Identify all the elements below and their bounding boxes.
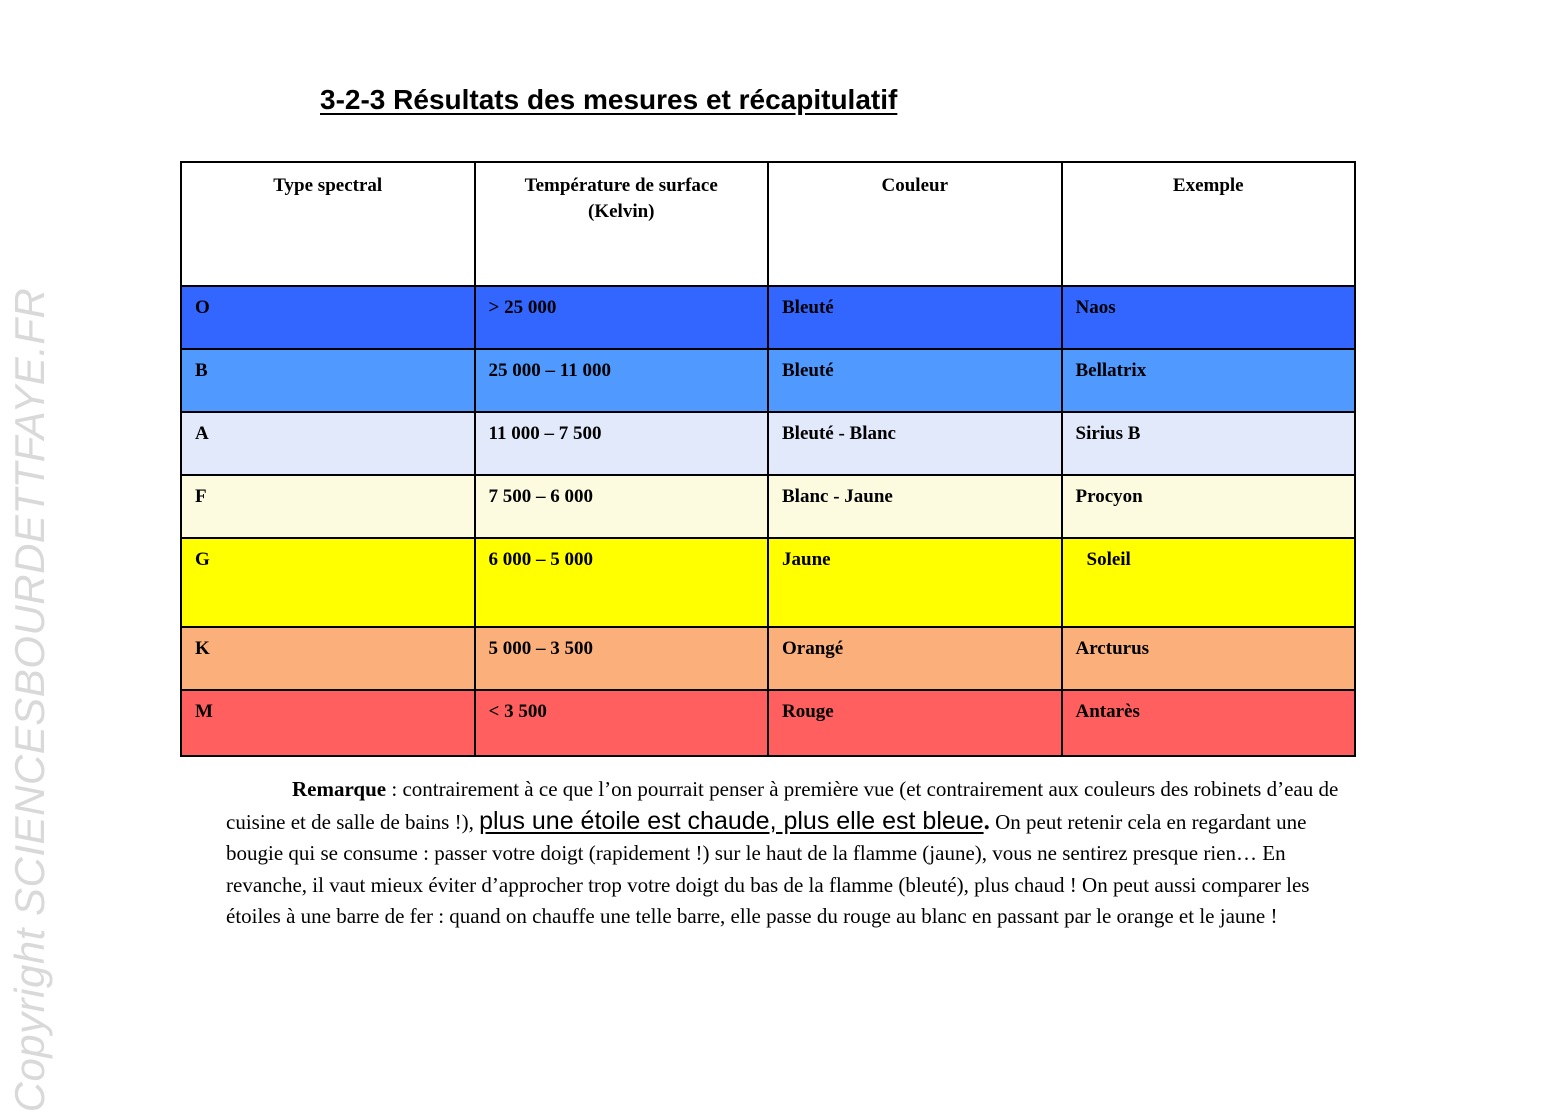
cell-couleur: Jaune [768, 538, 1062, 627]
cell-temperature: 11 000 – 7 500 [475, 412, 769, 475]
cell-exemple: Naos [1062, 286, 1356, 349]
header-line: Couleur [881, 175, 948, 196]
watermark-text: Copyright SCIENCESBOURDETTFAYE.FR [6, 287, 53, 1112]
header-type-spectral [181, 162, 475, 286]
cell-exemple: Procyon [1062, 475, 1356, 538]
header-line: Exemple [1172, 175, 1244, 196]
cell-temperature: 6 000 – 5 000 [475, 538, 769, 627]
cell-couleur: Orangé [768, 627, 1062, 690]
section-title: 3-2-3 Résultats des mesures et récapitulatif [320, 84, 898, 115]
cell-type: A [181, 412, 475, 475]
table-row-b [181, 349, 1355, 412]
header-line-unit: (Kelvin) [588, 201, 655, 222]
cell-type: B [181, 349, 475, 412]
cell-type: K [181, 627, 475, 690]
header-exemple [1062, 162, 1356, 286]
table-row-m [181, 690, 1355, 756]
header-line: Type spectral [273, 175, 383, 196]
cell-couleur: Rouge [768, 690, 1062, 756]
copyright-watermark [0, 287, 60, 1112]
remark-emphasis: plus une étoile est chaude, plus elle est bleue [479, 806, 984, 835]
cell-temperature: > 25 000 [475, 286, 769, 349]
remark-emphasis-dot: . [983, 807, 990, 835]
cell-exemple: Bellatrix [1062, 349, 1356, 412]
cell-couleur: Blanc - Jaune [768, 475, 1062, 538]
cell-couleur: Bleuté [768, 286, 1062, 349]
remark-text-1: : contrairement à ce que l’on pourrait penser à première vue (et contrairement aux couleurs des robinets d’eau de cuisine et de salle de bains !), [226, 777, 1339, 834]
cell-type: O [181, 286, 475, 349]
table-row-f [181, 475, 1355, 538]
cell-exemple: Soleil [1062, 538, 1356, 627]
cell-exemple: Antarès [1062, 690, 1356, 756]
cell-temperature: 25 000 – 11 000 [475, 349, 769, 412]
table-row-a [181, 412, 1355, 475]
table-header-row [181, 162, 1355, 286]
cell-type: M [181, 690, 475, 756]
cell-couleur: Bleuté - Blanc [768, 412, 1062, 475]
cell-temperature: 7 500 – 6 000 [475, 475, 769, 538]
cell-temperature: 5 000 – 3 500 [475, 627, 769, 690]
cell-exemple: Sirius B [1062, 412, 1356, 475]
header-couleur [768, 162, 1062, 286]
cell-type: F [181, 475, 475, 538]
table-row-o [181, 286, 1355, 349]
header-temperature [475, 162, 769, 286]
table-row-g [181, 538, 1355, 627]
remark-lead: Remarque [292, 777, 387, 801]
cell-temperature: < 3 500 [475, 690, 769, 756]
remark-paragraph [226, 774, 1356, 933]
cell-couleur: Bleuté [768, 349, 1062, 412]
remark-text-2: On peut retenir cela en regardant une bougie qui se consume : passer votre doigt (rapidement !) sur le haut de la flamme (jaune), vous ne sentirez presque rien… En revanche, il vaut mieux éviter d’approcher trop votre doigt du bas de la flamme (bleuté), plus chaud ! On peut aussi comparer les étoiles à une barre de fer : quand on chauffe une telle barre, elle passe du rouge au blanc en passant par le orange et le jaune ! [226, 809, 1310, 928]
cell-type: G [181, 538, 475, 627]
spectral-types-table [180, 161, 1356, 757]
table-row-k [181, 627, 1355, 690]
header-line: Température de surface [524, 175, 718, 196]
cell-exemple: Arcturus [1062, 627, 1356, 690]
